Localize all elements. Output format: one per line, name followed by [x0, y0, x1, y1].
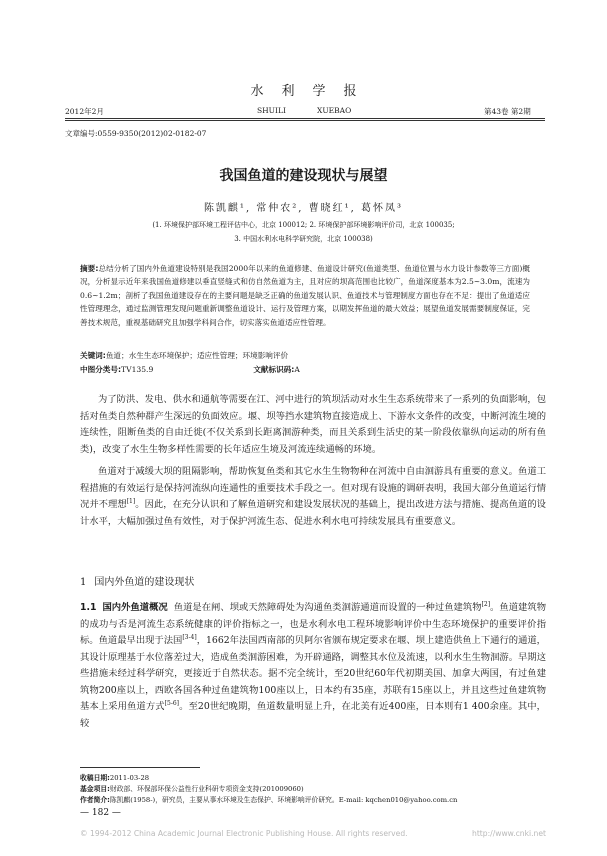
s11-text-2: 。鱼道建筑物的成功与否是河流生态系统健康的评价指标之一，也是水利水电工程环境影响评价中生态环境保护的重要评价指标。鱼道最早出现于法国 [80, 602, 546, 646]
s11-text-1: 鱼道是在闸、坝或天然障碍处为沟通鱼类洄游通道而设置的一种过鱼建筑物 [173, 602, 482, 613]
journal-pinyin-left: SHUILI [257, 106, 286, 115]
subsection-title: 国内外鱼道概况 [102, 602, 168, 613]
header-rule-secondary [65, 120, 545, 121]
section-number: 1 [80, 577, 87, 588]
received-label: 收稿日期: [80, 774, 110, 782]
section-heading-1 [80, 573, 194, 588]
citation-ref: [1] [126, 497, 136, 505]
website-link[interactable]: http://www.cnki.net [472, 829, 546, 838]
citation-ref: [2] [481, 600, 491, 608]
volume-issue: 第43卷 第2期 [484, 107, 531, 116]
doc-code: A [294, 365, 300, 374]
classification [80, 364, 300, 375]
header-rule [65, 118, 545, 119]
section-title: 国内外鱼道的建设现状 [94, 577, 195, 588]
journal-pinyin-right: XUEBAO [317, 106, 352, 115]
paper-title: 我国鱼道的建设现状与展望 [219, 168, 388, 184]
intro-paragraph-2 [80, 464, 546, 530]
article-number: 文章编号:0559-9350(2012)02-0182-07 [65, 129, 207, 138]
copyright-notice: © 1994-2012 China Academic Journal Electronic Publishing House. All rights reserved. [80, 829, 408, 838]
s11-text-4: 。至20世纪晚期，鱼道数量明显上升，在北美有近400座，日本则有1 400余座。其中，较 [80, 701, 546, 729]
keywords-text: 鱼道；水生生态环境保护；适应性管理；环境影响评价 [105, 351, 289, 360]
intro-p2-text-b: 。因此，在充分认识和了解鱼道研究和建设发展状况的基础上，提出改进方法与措施、提高鱼道的设计水平，大幅加强过鱼有效性，对于保护河流生态、促进水利水电可持续发展具有重要意义。 [80, 499, 546, 527]
clc-number: TV135.9 [121, 365, 154, 374]
page-number: — 182 — [80, 808, 121, 818]
citation-ref: [5-6] [164, 699, 179, 707]
intro-body [80, 392, 546, 530]
subsection-number: 1.1 [80, 602, 97, 613]
footnote-author [80, 794, 457, 804]
clc-label: 中图分类号: [80, 365, 122, 374]
intro-paragraph-1: 为了防洪、发电、供水和通航等需要在江、河中进行的筑坝活动对水生生态系统带来了一系列的负面影响，包括对鱼类自然种群产生深远的负面效应。堰、坝等挡水建筑物直接造成上、下游水文条件的改变，中断河流生境的连续性，阻断鱼类的自由迁徙(不仅关系到长距离洄游种类，而且关系到生活史的某一阶段依靠纵向运动的所有鱼类)，改变了水生生物多样性需要的长年适应生境及河流连续通畅的环境。 [80, 394, 546, 455]
journal-name: 水利学报 [250, 84, 375, 99]
author-bio-label: 作者简介: [80, 796, 110, 804]
citation-ref: [3-4] [182, 633, 197, 641]
footnote-received [80, 772, 149, 782]
footnote-rule [80, 767, 200, 768]
keywords-label: 关键词: [80, 351, 106, 360]
issue-date: 2012年2月 [65, 107, 104, 116]
author-bio-text: 陈凯麒(1958-)，研究员，主要从事水环境及生态保护、环境影响评价研究。E-mail: kqchen010@yahoo.com.cn [109, 796, 458, 804]
affiliation-line-1: (1. 环境保护部环境工程评估中心，北京 100012; 2. 环境保护部环境影响评价司，北京 100035; [152, 221, 455, 229]
abstract-label: 摘要: [80, 264, 99, 273]
fund-text: 财政部、环保部环保公益性行业科研专项资金支持(201009060) [109, 785, 304, 793]
keywords [80, 350, 288, 361]
doc-code-label: 文献标识码: [253, 365, 295, 374]
received-date: 2011-03-28 [109, 774, 150, 782]
s11-text-3: ，1662年法国西南部的贝阿尔省颁布规定要求在堰、坝上建造供鱼上下通行的通道，其设计原理基于水位落差过大，造成鱼类洄游困难，为开辟通路，调整其水位及流速，以利水生生物洄游。早期这些措施未经过科学研究，更接近于自然状态。据不完全统计，至20世纪60年代初期美国、加拿大两国，有过鱼建筑物200座以上，西欧各国各种过鱼建筑物100座以上，日本约有35座，苏联有15座以上，并且这些过鱼建筑物基本上采用鱼道方式 [80, 635, 546, 712]
affiliation-line-2: 3. 中国水利水电科学研究院，北京 100038) [234, 235, 373, 243]
section-1-1-body [80, 600, 546, 732]
footnote-fund [80, 783, 304, 793]
fund-label: 基金项目: [80, 785, 110, 793]
intro-p2-text-a: 鱼道对于减缓大坝的阻隔影响，帮助恢复鱼类和其它水生生物物种在河流中自由洄游具有重要的意义。鱼道工程措施的有效运行是保持河流纵向连通性的重要技术手段之一。但对现有设施的调研表明，我国大部分鱼道运行情况并不理想 [80, 466, 546, 510]
abstract-text: 总结分析了国内外鱼道建设特别是我国2000年以来的鱼道修建、鱼道设计研究(鱼道类型、鱼道位置与水力设计参数等三方面)概况，分析显示近年来我国鱼道修建以垂直竖缝式和仿自然鱼道为主，且对应的坝高范围也比较广，鱼道深度基本为2.5~3.0m，流速为0.6~1.2m；剖析了我国鱼道建设存在的主要问题是缺乏正确的鱼道发展认识、鱼道技术与管理制度方面也存在不足：提出了鱼道适应性管理理念，通过监测管理发现问题重新调整鱼道设计、运行及管理方案，以期发挥鱼道的最大效益；展望鱼道发展需要制度保证，完善技术规范，重视基础研究且加强学科间合作，切实落实鱼道适应性管理。 [80, 264, 530, 327]
section-1-1-paragraph [80, 600, 546, 732]
author-list: 陈凯麒¹, 常仲农², 曹晓红¹, 葛怀凤³ [203, 203, 404, 214]
abstract [80, 262, 530, 329]
